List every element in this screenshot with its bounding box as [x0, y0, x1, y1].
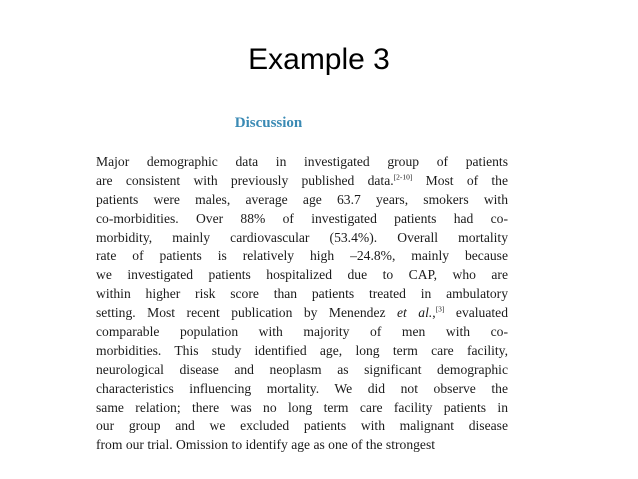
paragraph-line: co-morbidities. Over 88% of investigated patients had co-	[96, 210, 508, 226]
paper-excerpt	[96, 112, 508, 462]
section-heading: Discussion	[234, 115, 303, 131]
paragraph-line: rate of patients is relatively high –24.8%, mainly because	[96, 248, 508, 264]
paragraph-line: our group and we excluded patients with malignant disease	[96, 418, 508, 434]
paragraph-line: morbidity, mainly cardiovascular (53.4%). Overall mortality	[96, 229, 508, 245]
paragraph-line: setting. Most recent publication by Menendez et al.,[3] evaluated	[96, 304, 508, 321]
italic-text: et al.	[397, 305, 433, 321]
paragraph-line: morbidities. This study identified age, long term care facility,	[96, 342, 508, 358]
paragraph-line: within higher risk score than patients treated in ambulatory	[96, 286, 508, 302]
paragraph-line: Major demographic data in investigated group of patients	[96, 154, 508, 169]
citation-superscript: [2-10]	[393, 172, 413, 182]
paragraph-line: neurological disease and neoplasm as significant demographic	[96, 361, 508, 377]
citation-superscript: [3]	[435, 304, 445, 314]
slide-title: Example 3	[248, 43, 390, 76]
paragraph-line: same relation; there was no long term care facility patients in	[96, 399, 508, 415]
paragraph-line: from our trial. Omission to identify age as one of the strongest	[96, 437, 436, 453]
paragraph-line: are consistent with previously published data.[2-10] Most of the	[96, 172, 508, 188]
paragraph-line: characteristics influencing mortality. We did not observe the	[96, 380, 508, 396]
paragraph-line: we investigated patients hospitalized due to CAP, who are	[96, 267, 508, 283]
paragraph-line: comparable population with majority of men with co-	[96, 324, 508, 340]
paragraph-line: patients were males, average age 63.7 years, smokers with	[96, 191, 508, 207]
discussion-paragraph	[96, 153, 508, 455]
